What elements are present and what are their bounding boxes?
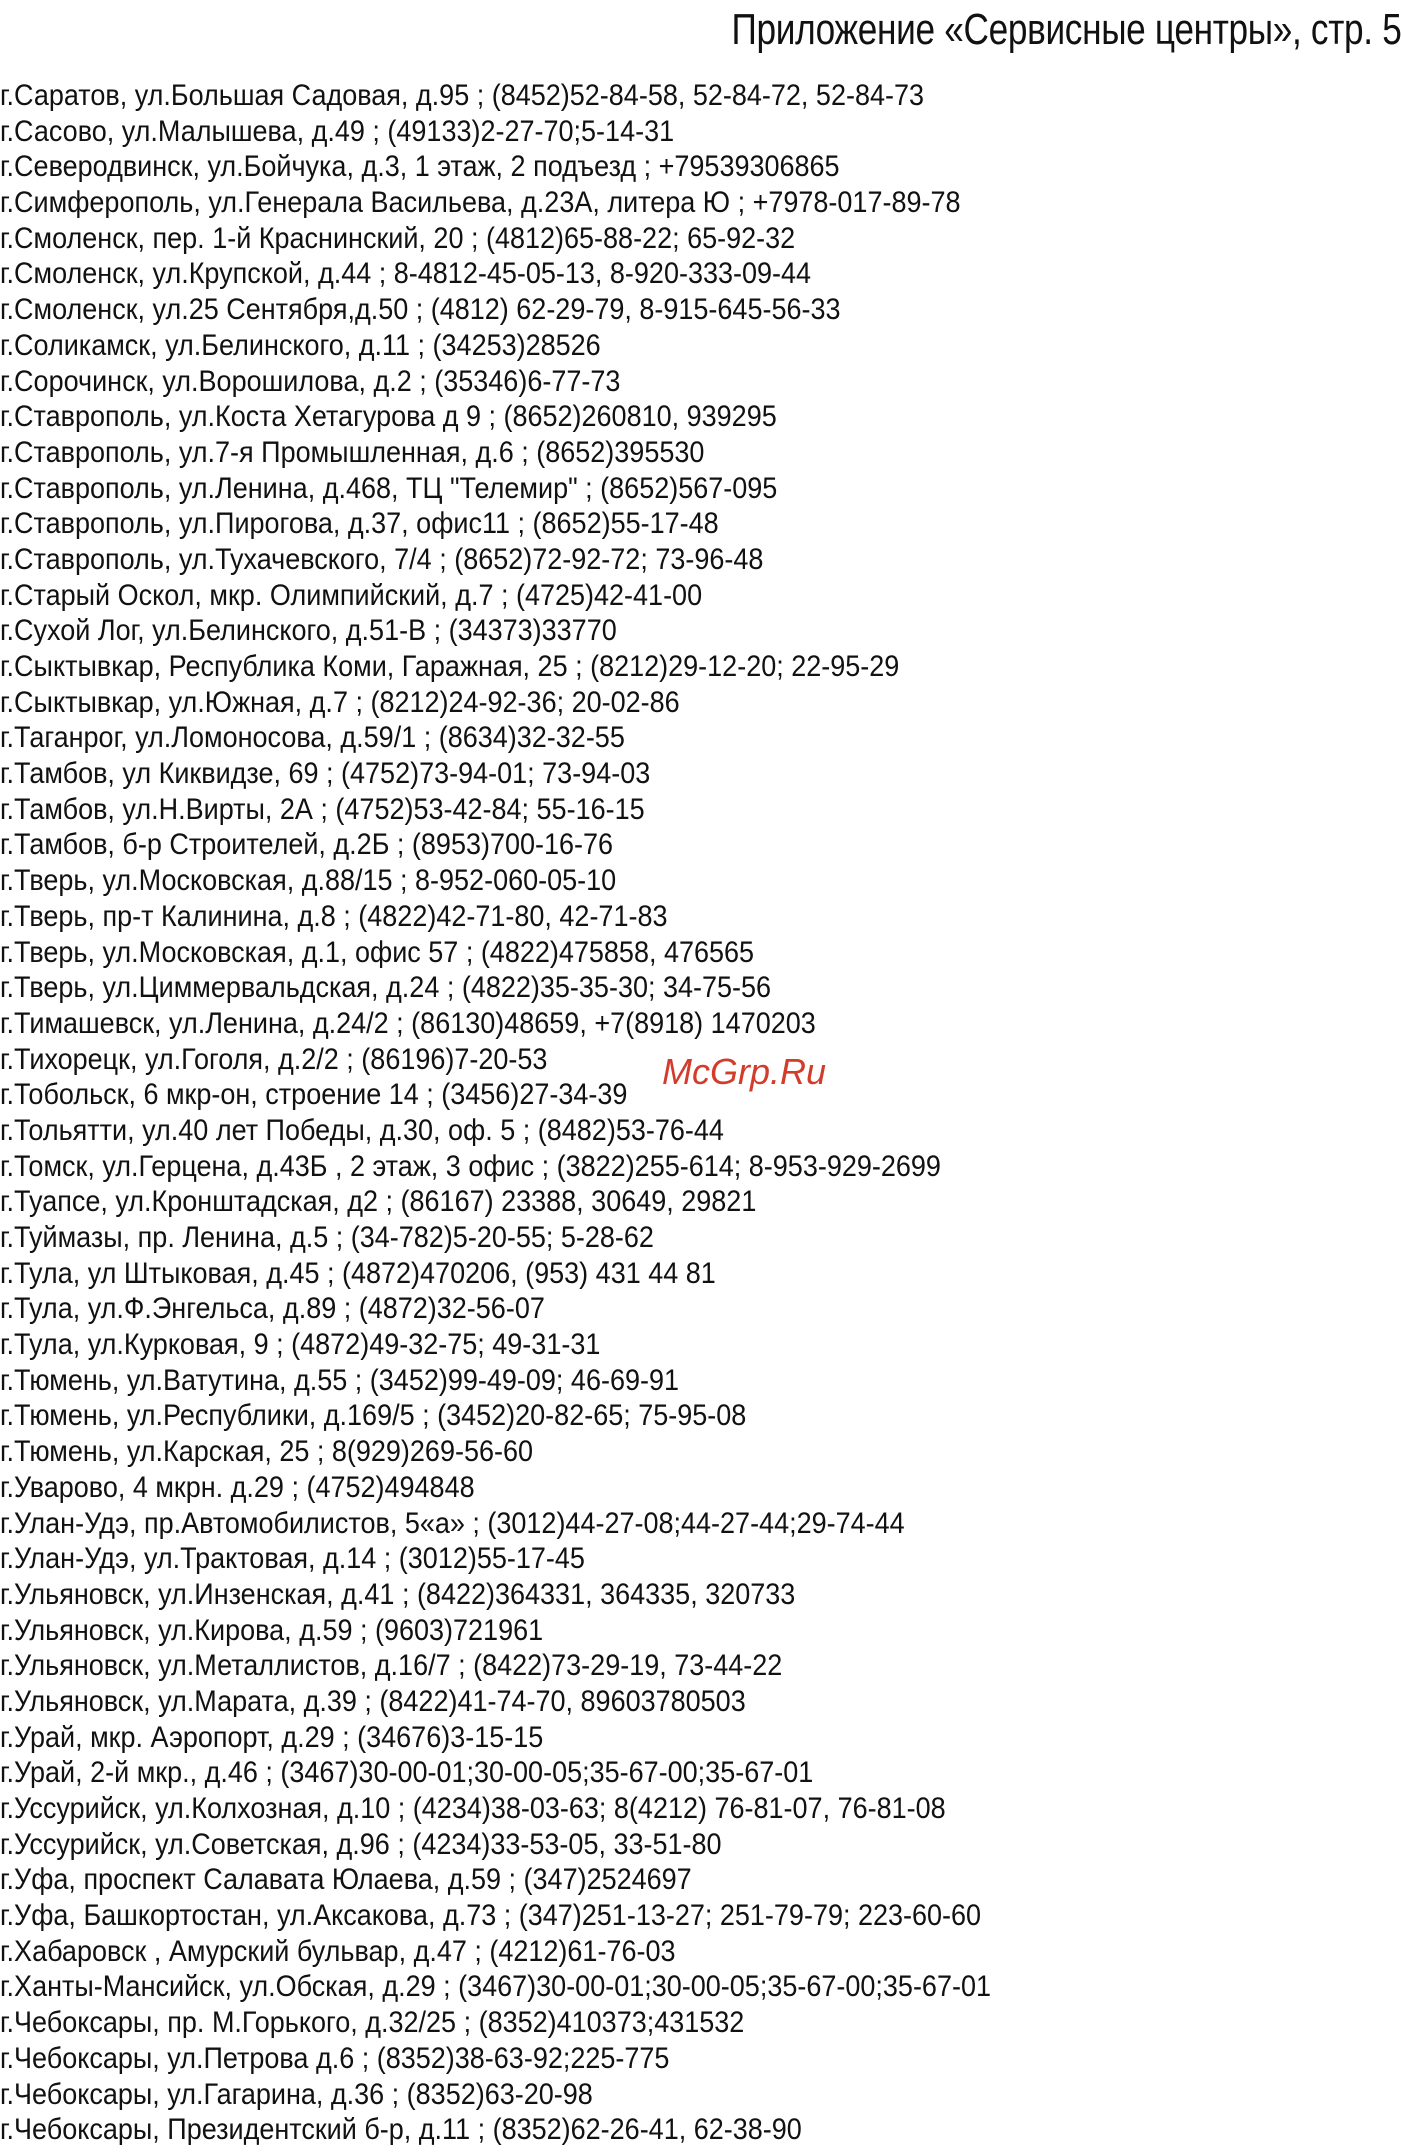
service-center-entry: г.Туймазы, пр. Ленина, д.5 ; (34-782)5-20-55; 5-28-62 [0,1221,654,1254]
service-center-entry: г.Уварово, 4 мкрн. д.29 ; (4752)494848 [0,1470,475,1504]
service-center-entry: г.Сухой Лог, ул.Белинского, д.51-В ; (34373)33770 [0,614,617,648]
service-center-entry: г.Тамбов, б-р Строителей, д.2Б ; (8953)700-16-76 [0,828,614,862]
service-center-entry: г.Тимашевск, ул.Ленина, д.24/2 ; (86130)48659, +7(8918) 1470203 [0,1006,816,1040]
service-center-list [0,78,1101,2148]
service-center-entry: г.Северодвинск, ул.Бойчука, д.3, 1 этаж, 2 подъезд ; +79539306865 [0,150,840,184]
service-center-entry: г.Ханты-Мансийск, ул.Обская, д.29 ; (3467)30-00-01;30-00-05;35-67-00;35-67-01 [0,1970,991,2004]
service-center-entry: г.Уссурийск, ул.Колхозная, д.10 ; (4234)38-03-63; 8(4212) 76-81-07, 76-81-08 [0,1792,946,1825]
service-center-entry: г.Сыктывкар, ул.Южная, д.7 ; (8212)24-92-36; 20-02-86 [0,685,680,719]
service-center-entry: г.Таганрог, ул.Ломоносова, д.59/1 ; (8634)32-32-55 [0,721,625,755]
service-center-entry: г.Ставрополь, ул.Тухачевского, 7/4 ; (8652)72-92-72; 73-96-48 [0,542,764,576]
service-center-entry: г.Ульяновск, ул.Металлистов, д.16/7 ; (8422)73-29-19, 73-44-22 [0,1649,783,1683]
service-center-entry: г.Симферополь, ул.Генерала Васильева, д.23А, литера Ю ; +7978-017-89-78 [0,186,961,220]
service-center-entry: г.Томск, ул.Герцена, д.43Б , 2 этаж, 3 офис ; (3822)255-614; 8-953-929-2699 [0,1149,941,1183]
service-center-entry: г.Смоленск, ул.Крупской, д.44 ; 8-4812-45-05-13, 8-920-333-09-44 [0,257,812,291]
service-center-entry: г.Чебоксары, ул.Гагарина, д.36 ; (8352)63-20-98 [0,2077,593,2111]
service-center-entry: г.Уссурийск, ул.Советская, д.96 ; (4234)33-53-05, 33-51-80 [0,1827,722,1861]
service-center-entry: г.Урай, мкр. Аэропорт, д.29 ; (34676)3-15-15 [0,1720,544,1754]
service-center-entry: г.Тверь, пр-т Калинина, д.8 ; (4822)42-71-80, 42-71-83 [0,899,668,933]
service-center-entry: г.Ставрополь, ул.Пирогова, д.37, офис11 ; (8652)55-17-48 [0,507,719,541]
service-center-entry: г.Ульяновск, ул.Кирова, д.59 ; (9603)721961 [0,1613,544,1647]
service-center-entry: г.Тамбов, ул Киквидзе, 69 ; (4752)73-94-01; 73-94-03 [0,757,651,791]
service-center-entry: г.Сыктывкар, Республика Коми, Гаражная, 25 ; (8212)29-12-20; 22-95-29 [0,650,900,683]
service-center-entry: г.Тверь, ул.Московская, д.88/15 ; 8-952-060-05-10 [0,864,617,898]
service-center-entry: г.Чебоксары, пр. М.Горького, д.32/25 ; (8352)410373;431532 [0,2006,745,2040]
service-center-entry: г.Тюмень, ул.Республики, д.169/5 ; (3452)20-82-65; 75-95-08 [0,1399,747,1433]
service-center-entry: г.Ставрополь, ул.7-я Промышленная, д.6 ; (8652)395530 [0,435,705,469]
service-center-entry: г.Улан-Удэ, пр.Автомобилистов, 5«а» ; (3012)44-27-08;44-27-44;29-74-44 [0,1506,905,1540]
page-title: Приложение «Сервисные центры», стр. 5 [731,5,1401,54]
service-center-entry: г.Саратов, ул.Большая Садовая, д.95 ; (8452)52-84-58, 52-84-72, 52-84-73 [0,79,925,112]
service-center-entry: г.Тобольск, 6 мкр-он, строение 14 ; (3456)27-34-39 [0,1078,628,1112]
service-center-entry: г.Сасово, ул.Малышева, д.49 ; (49133)2-27-70;5-14-31 [0,114,675,148]
service-center-entry: г.Смоленск, ул.25 Сентября,д.50 ; (4812) 62-29-79, 8-915-645-56-33 [0,293,841,327]
service-center-entry: г.Ульяновск, ул.Марата, д.39 ; (8422)41-74-70, 89603780503 [0,1684,746,1718]
service-center-entry: г.Соликамск, ул.Белинского, д.11 ; (34253)28526 [0,328,601,362]
service-center-entry: г.Уфа, Башкортостан, ул.Аксакова, д.73 ; (347)251-13-27; 251-79-79; 223-60-60 [0,1899,982,1933]
service-center-entry: г.Тула, ул Штыковая, д.45 ; (4872)470206, (953) 431 44 81 [0,1256,716,1290]
service-center-entry: г.Ульяновск, ул.Инзенская, д.41 ; (8422)364331, 364335, 320733 [0,1577,796,1611]
service-center-entry: г.Чебоксары, Президентский б-р, д.11 ; (8352)62-26-41, 62-38-90 [0,2113,802,2147]
service-center-entry: г.Улан-Удэ, ул.Трактовая, д.14 ; (3012)55-17-45 [0,1542,585,1576]
watermark: McGrp.Ru [662,1051,827,1092]
service-center-entry: г.Тюмень, ул.Ватутина, д.55 ; (3452)99-49-09; 46-69-91 [0,1363,680,1397]
service-center-entry: г.Тула, ул.Ф.Энгельса, д.89 ; (4872)32-56-07 [0,1292,545,1326]
service-center-entry: г.Тверь, ул.Циммервальдская, д.24 ; (4822)35-35-30; 34-75-56 [0,971,772,1005]
service-center-entry: г.Тольятти, ул.40 лет Победы, д.30, оф. 5 ; (8482)53-76-44 [0,1113,724,1147]
service-center-entry: г.Уфа, проспект Салавата Юлаева, д.59 ; (347)2524697 [0,1863,692,1897]
service-center-entry: г.Смоленск, пер. 1-й Краснинский, 20 ; (4812)65-88-22; 65-92-32 [0,221,796,255]
service-center-entry: г.Тамбов, ул.Н.Вирты, 2А ; (4752)53-42-84; 55-16-15 [0,792,645,826]
service-center-entry: г.Тула, ул.Курковая, 9 ; (4872)49-32-75; 49-31-31 [0,1328,601,1362]
service-center-entry: г.Урай, 2-й мкр., д.46 ; (3467)30-00-01;30-00-05;35-67-00;35-67-01 [0,1756,814,1790]
service-center-entry: г.Ставрополь, ул.Ленина, д.468, ТЦ "Телемир" ; (8652)567-095 [0,471,778,505]
service-center-entry: г.Старый Оскол, мкр. Олимпийский, д.7 ; (4725)42-41-00 [0,578,703,612]
service-center-entry: г.Сорочинск, ул.Ворошилова, д.2 ; (35346)6-77-73 [0,364,621,398]
service-center-entry: г.Тихорецк, ул.Гоголя, д.2/2 ; (86196)7-20-53 [0,1042,548,1076]
service-center-entry: г.Тверь, ул.Московская, д.1, офис 57 ; (4822)475858, 476565 [0,935,755,969]
service-center-entry: г.Хабаровск , Амурский бульвар, д.47 ; (4212)61-76-03 [0,1934,676,1968]
service-center-entry: г.Тюмень, ул.Карская, 25 ; 8(929)269-56-60 [0,1435,534,1469]
service-center-entry: г.Туапсе, ул.Кронштадская, д2 ; (86167) 23388, 30649, 29821 [0,1185,757,1219]
service-center-entry: г.Чебоксары, ул.Петрова д.6 ; (8352)38-63-92;225-775 [0,2041,670,2075]
service-center-entry: г.Ставрополь, ул.Коста Хетагурова д 9 ; (8652)260810, 939295 [0,400,777,434]
